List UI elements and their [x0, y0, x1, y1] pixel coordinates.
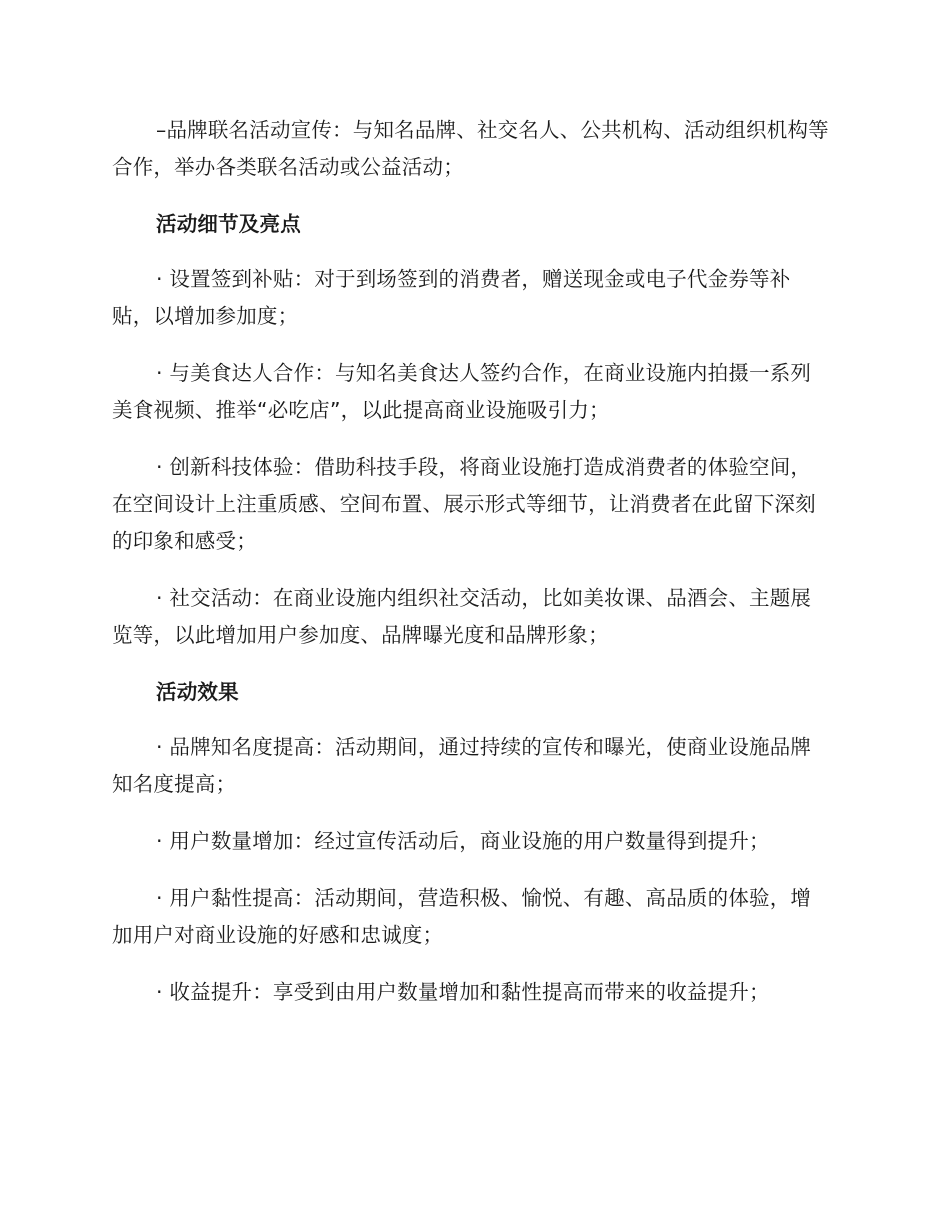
paragraph-revenue-growth: · 收益提升：享受到由用户数量增加和黏性提高而带来的收益提升； [156, 980, 770, 1004]
document-body [112, 112, 830, 1031]
paragraph-social-activities: · 社交活动：在商业设施内组织社交活动，比如美妆课、品酒会、主题展览等，以此增加用户参加度、品牌曝光度和品牌形象； [112, 586, 812, 647]
section-heading-effects: 活动效果 [156, 680, 239, 704]
paragraph-brand-collab: –品牌联名活动宣传：与知名品牌、社交名人、公共机构、活动组织机构等合作，举办各类联名活动或公益活动； [112, 118, 829, 179]
paragraph-user-stickiness: · 用户黏性提高：活动期间，营造积极、愉悦、有趣、高品质的体验，增加用户对商业设施的好感和忠诚度； [112, 886, 812, 947]
paragraph-food-influencer: · 与美食达人合作：与知名美食达人签约合作，在商业设施内拍摄一系列美食视频、推举“必吃店”，以此提高商业设施吸引力； [112, 361, 812, 422]
paragraph-tech-experience: · 创新科技体验：借助科技手段，将商业设施打造成消费者的体验空间，在空间设计上注重质感、空间布置、展示形式等细节，让消费者在此留下深刻的印象和感受； [112, 455, 816, 553]
paragraph-user-growth: · 用户数量增加：经过宣传活动后，商业设施的用户数量得到提升； [156, 829, 770, 853]
paragraph-brand-awareness: · 品牌知名度提高：活动期间，通过持续的宣传和曝光，使商业设施品牌知名度提高； [112, 735, 812, 796]
section-heading-details: 活动细节及亮点 [156, 212, 301, 236]
paragraph-checkin-subsidy: · 设置签到补贴：对于到场签到的消费者，赠送现金或电子代金券等补贴，以增加参加度； [112, 267, 791, 328]
